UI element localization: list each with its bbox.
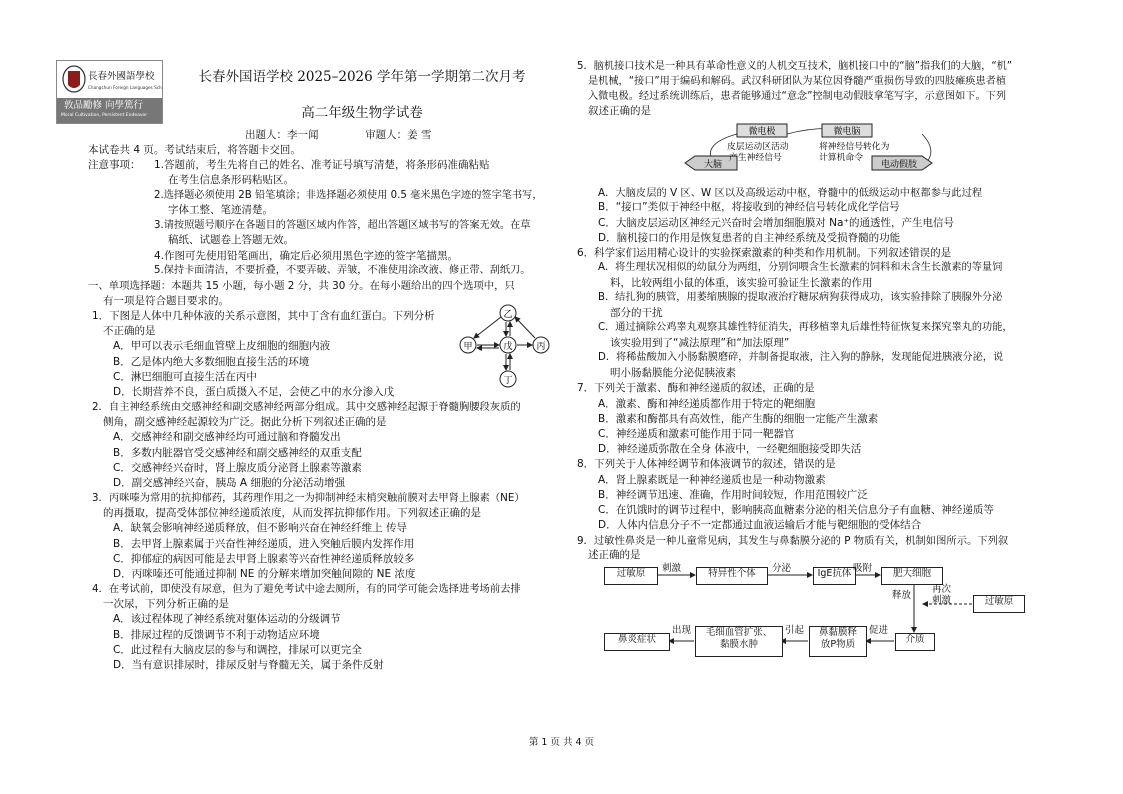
school-emblem-icon [57, 61, 162, 98]
logo-motto-band [57, 98, 162, 123]
q5-option-a: A．大脑皮层的 V 区、W 区以及高级运动中枢，脊髓中的低级运动中枢都参与此过程 [598, 186, 983, 199]
logo-top [57, 61, 162, 98]
q6-option-b-cont: 部分的干扰 [610, 307, 663, 320]
node-yi-label: 乙 [503, 309, 513, 320]
bci-diagram-svg [677, 120, 937, 184]
author: 出题人：李一闻 [245, 129, 319, 141]
q6-option-d-cont: 明小肠黏膜能分泌促胰液素 [610, 367, 736, 380]
q7-stem: 7．下列关于激素、酶和神经递质的叙述，正确的是 [577, 382, 815, 395]
capillary-line-1: 毛细血管扩张、 [705, 626, 773, 638]
authors-line [245, 128, 432, 143]
capillary-line-2: 黏膜水肿 [719, 638, 758, 650]
q9-stem: 9．过敏性鼻炎是一种儿童常见病，其发生与鼻黏膜分泌的 P 物质有关，机制如图所示。下列叙 [577, 534, 1009, 547]
question-1 [92, 309, 560, 400]
notes-block [88, 158, 560, 278]
bci-text-left-2: 产生神经信号 [729, 152, 782, 163]
q6-option-c-cont: 该实验用到了“减法原理”和“加法原理” [610, 337, 790, 350]
q5-stem: 5．脑机接口技术是一种具有革命性意义的人机交互技术，脑机接口中的“脑”指我们的大脑，“机” [577, 61, 1013, 72]
note-line: 字体工整、笔迹清楚。 [168, 204, 273, 217]
q6-stem: 6．科学家们运用精心设计的实验探索激素的种类和作用机制。下列叙述错误的是 [577, 247, 952, 260]
q1-option-b: B．乙是体内绝大多数细胞直接生活的环境 [113, 355, 310, 368]
q6-option-a-cont: 料，比较两组小鼠的体重，该实验可验证生长激素的作用 [610, 277, 873, 290]
specific-individual-box: 特异性个体 [696, 567, 768, 585]
promote-label: 促进 [869, 624, 889, 636]
logo-school-name-en: Changchun Foreign Languages School [88, 85, 162, 90]
stimulate-label: 刺激 [662, 562, 682, 574]
mediator-box: 介质 [895, 633, 935, 651]
again-label-2: 刺激 [932, 595, 952, 607]
q7-option-d: D．神经递质弥散在全身 体液中，一经靶细胞接受即失活 [598, 443, 862, 456]
q7-option-b: B．激素和酶都具有高效性，能产生酶的细胞一定能产生激素 [598, 412, 879, 425]
mucosa-line-1: 鼻黏膜释 [818, 626, 857, 638]
mucosa-box [809, 626, 867, 657]
q8-option-b: B．神经调节迅速、准确，作用时间较短，作用范围较广泛 [598, 488, 868, 501]
cause-label: 引起 [785, 624, 805, 636]
q5-stem-cont: 是机械，“接口”用于编码和解码。武汉科研团队为某位因脊髓严重损伤导致的四肢瘫痪患者植 [588, 75, 1007, 87]
q2-option-a: A．交感神经和副交感神经均可通过脑和脊髓发出 [113, 431, 341, 444]
bci-text-left-1: 皮层运动区活动 [727, 141, 789, 152]
q5-option-c: C．大脑皮层运动区神经元兴奋时会增加细胞膜对 Na⁺的通透性，产生电信号 [598, 216, 954, 229]
again-stimulate-label [932, 584, 951, 607]
section-heading: 一、单项选择题：本题共 15 小题，每小题 2 分，共 30 分。在每小题给出的四个选项中，只 [88, 279, 515, 292]
logo-motto: 敦品勵修 向學篤行 [64, 100, 144, 111]
q4-option-c: C．此过程有大脑皮层的参与和调控，排尿可以更完全 [113, 643, 362, 656]
q5-stem-cont: 入微电极。经过系统训练后，患者能够通过“意念”控制电动假肢拿笔写字，示意图如下。下列 [588, 90, 1007, 102]
q2-stem: 2．自主神经系统由交感神经和副交感神经两部分组成。其中交感神经起源于脊髓胸腰段灰质的 [92, 401, 521, 414]
q4-option-b: B．排尿过程的反馈调节不利于动物适应环境 [113, 628, 320, 641]
appear-label: 出现 [672, 624, 692, 636]
adsorb-label: 吸附 [853, 562, 873, 574]
q5-option-d: D．脑机接口的作用是恢复患者的自主神经系统及受损脊髓的功能 [598, 231, 901, 244]
q2-stem-cont: 侧角，副交感神经起源较为广泛。据此分析下列叙述正确的是 [103, 416, 387, 429]
q8-option-c: C．在饥饿时的调节过程中，影响胰高血糖素分泌的相关信息分子有血糖、神经递质等 [598, 504, 994, 517]
q9-allergy-diagram [577, 564, 1047, 660]
q1-option-a: A．甲可以表示毛细血管壁上皮细胞的细胞内液 [113, 340, 331, 353]
q7-option-a: A．激素、酶和神经递质都作用于特定的靶细胞 [598, 397, 816, 410]
q4-stem-cont: 一次尿，下列分析正确的是 [103, 598, 229, 611]
q9-stem-cont: 述正确的是 [588, 549, 641, 562]
note-line: 稿纸、试题卷上答题无效。 [168, 234, 294, 247]
q8-option-a: A．肾上腺素既是一种神经递质也是一种动物激素 [598, 473, 826, 486]
q2-option-d: D．副交感神经兴奋，胰岛 A 细胞的分泌活动增强 [113, 477, 345, 490]
q3-option-c: C．抑郁症的病因可能是去甲肾上腺素等兴奋性神经递质释放较多 [113, 552, 415, 565]
bci-text-right-2: 计算机命令 [819, 152, 863, 163]
q4-stem: 4．在考试前，即使没有尿意，但为了避免考试中途去厕所，有的同学可能会选择进考场前去排 [92, 583, 521, 596]
bci-text-right-1: 将神经信号转化为 [819, 141, 890, 152]
again-label-1: 再次 [932, 583, 952, 595]
mucosa-line-2: 放P物质 [820, 638, 856, 650]
q3-option-d: D．丙咪嗪还可能通过抑制 NE 的分解来增加突触间隙的 NE 浓度 [113, 568, 416, 581]
q3-stem-cont: 的再摄取，提高受体部位神经递质浓度，从而发挥抗抑郁作用。下列叙述正确的是 [103, 507, 481, 520]
q1-stem: 1．下图是人体中几种体液的关系示意图，其中丁含有血红蛋白。下列分析 [92, 309, 435, 322]
q2-option-b: B．多数内脏器官受交感神经和副交感神经的双重支配 [113, 446, 362, 459]
notes-label: 注意事项： [88, 159, 141, 172]
q1-option-d: D．长期营养不良，蛋白质摄入不足，会使乙中的水分渗入戊 [113, 386, 395, 399]
exam-title: 长春外国语学校 2025–2026 学年第一学期第二次月考 [198, 69, 526, 85]
q8-stem: 8．下列关于人体神经调节和体液调节的叙述，错误的是 [577, 458, 836, 471]
q6-option-b: B．结扎狗的胰管，用萎缩胰腺的提取液治疗糖尿病狗获得成功，该实验排除了胰腺外分泌 [598, 292, 1003, 304]
logo-motto-en: Moral Cultivation, Persistent Endeavor [61, 112, 148, 118]
allergen-box: 过敏原 [604, 567, 658, 585]
q1-stem-cont: 不正确的是 [103, 325, 156, 338]
q8-option-d: D．人体内信息分子不一定都通过血液运输后才能与靶细胞的受体结合 [598, 519, 922, 532]
q5-bci-diagram [577, 120, 1047, 186]
node-bing-label: 丙 [536, 341, 546, 352]
q6-option-d: D．将稀盐酸加入小肠黏膜磨碎，并制备提取液，注入狗的静脉，发现能促进胰液分泌，说 [598, 352, 1004, 364]
note-line: 2.选择题必须使用 2B 铅笔填涂；非选择题必须使用 0.5 毫米黑色字迹的签字笔书写， [154, 189, 543, 201]
q6-option-a: A．将生理状况相似的幼鼠分为两组，分别饲喂含生长激素的饲料和未含生长激素的等量饲 [598, 262, 1003, 274]
mast-cell-box: 肥大细胞 [881, 567, 943, 585]
node-ding-label: 丁 [503, 375, 513, 386]
note-line: 5.保持卡面清洁，不要折叠，不要弄破、弄皱，不准使用涂改液、修正带、刮纸刀。 [154, 264, 531, 276]
node-wu-label: 戊 [503, 341, 513, 352]
symptom-box: 鼻炎症状 [604, 633, 670, 651]
q5-option-b: B．“接口”类似于神经中枢，将接收到的神经信号转化成化学信号 [598, 201, 900, 214]
q3-option-b: B．去甲肾上腺素属于兴奋性神经递质，进入突触后膜内发挥作用 [113, 537, 415, 550]
q7-option-c: C．神经递质和激素可能作用于同一靶器官 [598, 428, 795, 441]
q1-option-c: C．淋巴细胞可直接生活在丙中 [113, 370, 257, 383]
q3-stem: 3．丙咪嗪为常用的抗抑郁药，其药理作用之一为抑制神经末梢突触前膜对去甲肾上腺素（NE） [92, 492, 525, 505]
note-line: 3.请按照题号顺序在各题目的答题区域内作答，超出答题区域书写的答案无效。在草 [154, 219, 531, 231]
ige-box: IgE抗体 [813, 567, 856, 585]
capillary-box [695, 626, 783, 657]
q2-option-c: C．交感神经兴奋时，肾上腺皮质分泌肾上腺素等激素 [113, 461, 362, 474]
decoder-label: 微电脑 [833, 126, 861, 137]
left-column [88, 143, 560, 673]
note-line: 4.作图可先使用铅笔画出，确定后必须用黑色字迹的签字笔描黑。 [154, 249, 459, 262]
q4-option-d: D．当有意识排尿时，排尿反射与脊髓无关，属于条件反射 [113, 659, 384, 672]
note-line: 在考生信息条形码粘贴区。 [168, 174, 294, 187]
q5-stem-cont: 叙述正确的是 [588, 105, 651, 118]
brain-label: 大脑 [703, 159, 723, 170]
exam-subtitle: 高二年级生物学试卷 [301, 105, 423, 121]
node-jia-label: 甲 [463, 341, 473, 352]
release-label: 释放 [892, 589, 912, 601]
q3-option-a: A．缺氧会影响神经递质释放，但不影响兴奋在神经纤维上 传导 [113, 522, 408, 535]
prosthesis-label: 电动假肢 [880, 159, 918, 170]
intro-line: 本试卷共 4 页。考试结束后，将答题卡交回。 [88, 144, 301, 156]
allergen-again-box: 过敏原 [973, 595, 1025, 613]
page-footer: 第 1 页 共 4 页 [528, 737, 595, 748]
q4-option-a: A．该过程体现了神经系统对躯体运动的分级调节 [113, 613, 341, 626]
electrode-label: 微电极 [748, 126, 776, 137]
school-logo [56, 60, 163, 124]
logo-school-name: 長春外國語學校 [88, 71, 155, 82]
q6-option-c: C．通过摘除公鸡睾丸观察其雄性特征消失，再移植睾丸后雄性特征恢复来探究睾丸的功能， [598, 322, 1013, 334]
q1-fluid-diagram [457, 301, 552, 391]
reviewer: 审题人：姜 雪 [365, 129, 432, 141]
secrete-label: 分泌 [772, 562, 792, 574]
section-heading-cont: 有一项是符合题目要求的。 [103, 294, 229, 307]
note-line: 1.答题前，考生先将自己的姓名、准考证号填写清楚，将条形码准确粘贴 [154, 159, 490, 172]
right-column [577, 60, 1047, 660]
